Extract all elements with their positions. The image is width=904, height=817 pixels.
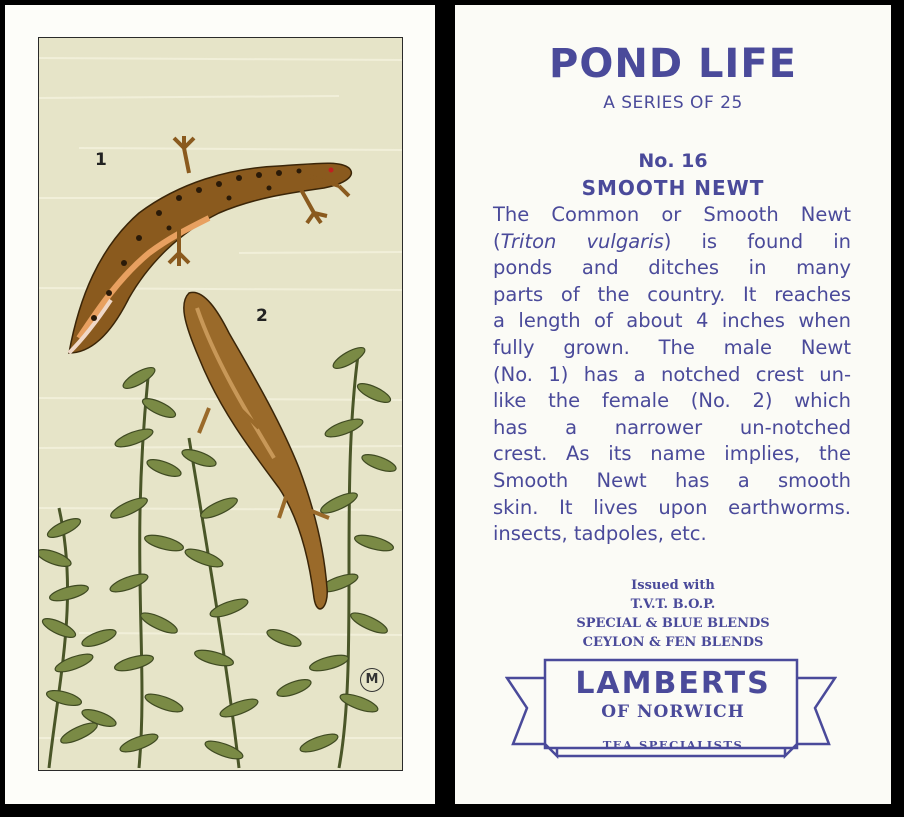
issued-blends-2: CEYLON & FEN BLENDS bbox=[582, 635, 764, 650]
description-line: The Common or Smooth Newt bbox=[493, 203, 851, 226]
brand-city: OF NORWICH bbox=[601, 702, 745, 722]
description-line: skin. It lives upon earthworms. bbox=[493, 495, 851, 519]
card-number: No. 16 bbox=[638, 150, 708, 172]
series-subtitle: A SERIES OF 25 bbox=[603, 93, 743, 113]
description-line: crest. As its name implies, the bbox=[493, 442, 851, 466]
issued-grades: T.V.T. B.O.P. bbox=[630, 597, 716, 612]
description-line: parts of the country. It reaches bbox=[493, 282, 851, 306]
description-line: has a narrower un-notched bbox=[493, 415, 851, 439]
description-line: like the female (No. 2) which bbox=[493, 389, 851, 413]
brand-tagline: TEA SPECIALISTS bbox=[602, 738, 744, 752]
description bbox=[493, 202, 851, 548]
description-line: insects, tadpoles, etc. bbox=[493, 522, 707, 546]
latin-name: Triton vulgaris bbox=[500, 229, 664, 253]
description-line: (Triton vulgaris) is found in bbox=[493, 229, 851, 253]
issued-with: Issued with bbox=[631, 578, 715, 593]
back-card bbox=[455, 5, 891, 804]
waterweed bbox=[39, 344, 398, 768]
description-line: ponds and ditches in many bbox=[493, 256, 851, 280]
description-line: fully grown. The male Newt bbox=[493, 335, 851, 359]
illustration-svg bbox=[39, 38, 402, 770]
description-line: (No. 1) has a notched crest un- bbox=[493, 362, 851, 386]
artist-monogram: M bbox=[360, 668, 384, 692]
brand-name: LAMBERTS bbox=[575, 666, 771, 701]
newt-illustration bbox=[38, 37, 403, 771]
series-title: POND LIFE bbox=[549, 41, 797, 87]
description-line: Smooth Newt has a smooth bbox=[493, 468, 851, 492]
description-line: a length of about 4 inches when bbox=[493, 309, 851, 333]
issued-blends-1: SPECIAL & BLUE BLENDS bbox=[576, 616, 770, 631]
front-card bbox=[5, 5, 435, 804]
label-female: 2 bbox=[256, 306, 268, 326]
card-name: SMOOTH NEWT bbox=[581, 176, 765, 200]
label-male: 1 bbox=[95, 150, 107, 170]
